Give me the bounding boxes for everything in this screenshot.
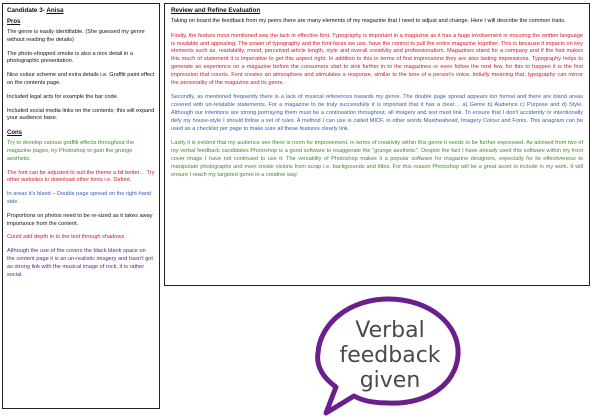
verbal-feedback-speech-bubble xyxy=(308,291,468,419)
stamp-line-2: feedback xyxy=(339,343,441,368)
pros-item: Included legal acts for example the bar code. xyxy=(7,93,119,100)
candidate-title xyxy=(7,7,155,15)
cons-item: Proportions on photos need to be re-sized as it takes away importance from the content. xyxy=(7,212,153,227)
cons-item: Although the use of fire covers the black blank space on the content page it is an un-realistic imagery and hasn't got as strong link with the musical image of rock, it is rather social. xyxy=(7,248,153,278)
peer-feedback-panel xyxy=(2,3,160,409)
review-title xyxy=(171,7,583,15)
cons-item: Could add depth in to the text through shadows xyxy=(7,234,125,241)
creativity-paragraph: Lastly it is evident that my audience see there is room for improvement, in terms of creativity within this genre it needs to be further expressed. As advised from two of my verbal feedback candidates Photoshop is a good software to exaggerate the "grunge aesthetic". Despite the fact I have already used this software within my front cover image I have not continued to use it. The versatility of Photoshop makes it a popular software for magazine designers, especially for its effectiveness to manipulate photographs and even create visions from scrap i.e. backgrounds and titles. For this reason Photoshop will be a great asset to include in my work. It will ensure I reach my targeted genre in a creative way. xyxy=(171,140,583,178)
candidate-label: Candidate 3- xyxy=(7,7,47,14)
candidate-name: Anisa xyxy=(46,7,64,14)
pros-item: Included social media links on the contents; this will expand your audience base. xyxy=(7,107,155,122)
pros-item: Nice colour scheme and extra details i.e. Graffiti paint effect on the contents page. xyxy=(7,72,155,86)
stamp-line-3: given xyxy=(359,368,421,393)
pros-item: The genre is easily identifiable. (She guessed my genre without reading the details) xyxy=(7,29,145,43)
genre-references-paragraph: Secondly, as mentioned frequently there is a lack of musical references towards my genre. The double page spread appears too formal and there are bland areas covered with un-relatable statements. For a magazine to be truly successfully it is important that it has a clear… a) Genre b) Audience c) Purpose and d) Style. Although our intentions are strong portraying them must be a continuation throughout, all imagery and text must link. To ensure that I don't accidently or intentionally defy my house-style I should follow a set of rules. A method I can use is called MICF, in other words Mastheahead, Imagery Colour and Fonts. This anagram can be used as a checklist per page to make sure all these features clearly link. xyxy=(171,94,583,132)
cons-item: Try to develop various graffiti effects throughout the magazine pages, try Photoshop to gain the grunge aesthetic. xyxy=(7,140,135,162)
cons-item: The font can be adjusted to suit the theme a bit better… Try other websites to download other fonts i.e. Dafont. xyxy=(7,169,155,184)
review-title-text: Review and Refine Evaluation xyxy=(171,7,261,14)
review-refine-panel xyxy=(164,3,590,286)
typography-paragraph: Firstly, the feature most mentioned was the lack in effective font. Typography is important in a magazine as it has a huge involvement in ensuring the written language is readable and appealing. The power of typography and the font-faces we use, have the control to pull the entire magazine together. This is because it impacts on key elements such as, readability, mood, perceived article length, style and overall creativity and professionalism. Magazines stand for a company and if the font makes this much of statement it is imperative to get this aspect right. In addition to this in terms of first impressions they are also lasting impressions. Typography helps to generate an experience on a magazine before the consumers start to sink further in to the magazines or even follow the next few, for this to happen it is the first impression that counts. Font creates an atmosphere and stimulates a response, similar to the tone of a person's voice. Initially meaning that, typography can mirror the personality of the magazine and its genre. xyxy=(171,32,583,86)
stamp-line-1: Verbal xyxy=(355,318,425,343)
pros-item: The photo-shopped smoke is also a nice detail in a photographic presentation. xyxy=(7,50,133,65)
cons-heading: Cons xyxy=(7,130,22,137)
cons-item: In areas it's bland – Double page spread on the right-hand side. xyxy=(7,191,152,205)
pros-heading: Pros xyxy=(7,19,21,25)
intro-paragraph: Taking on board the feedback from my peers there are many elements of my magazine that I need to adjust and change. Here I will describe the common traits. xyxy=(171,18,566,24)
